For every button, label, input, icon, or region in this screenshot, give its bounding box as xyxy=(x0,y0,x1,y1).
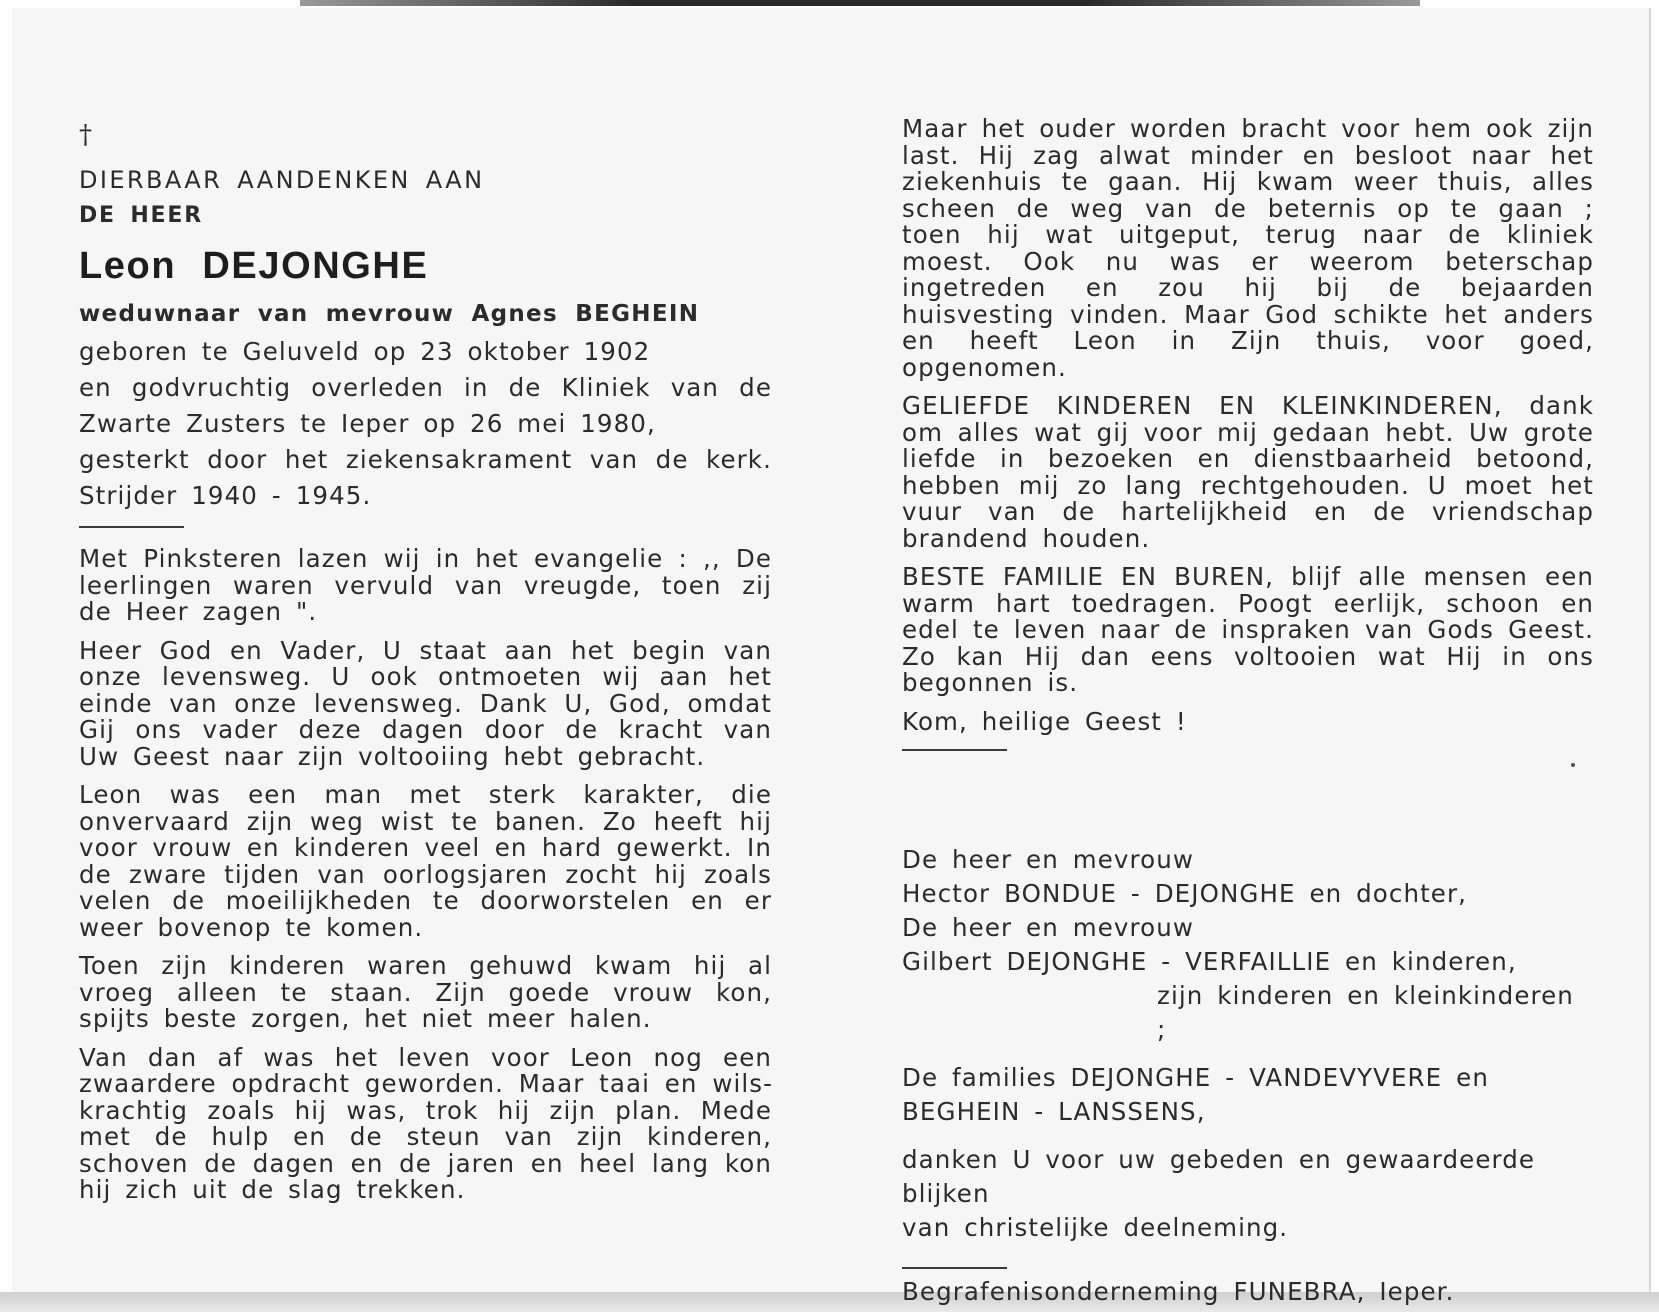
family-line: De heer en mevrouw xyxy=(902,913,1194,942)
undertaker-line: Begrafenisonderneming FUNEBRA, Ieper. xyxy=(902,1277,1455,1306)
speck-mark xyxy=(1571,763,1575,767)
left-column xyxy=(79,120,772,1204)
deceased-name xyxy=(79,238,772,294)
paragraph: GELIEFDE KINDEREN EN KLEINKINDEREN, dank om alles wat gij voor mij gedaan hebt. Uw grote liefde in bezoeken en dienstbaarheid betoond, hebben mij zo lang rechtgehouden. U moet het vuur van de hartelijkheid en de vriendschap brandend houden. xyxy=(902,391,1594,553)
veteran-line: Strijder 1940 - 1945. xyxy=(79,481,372,510)
birth-line: geboren te Geluveld op 23 oktober 1902 xyxy=(79,337,651,366)
thanks-line: danken U voor uw gebeden en gewaardeerde blijken xyxy=(902,1145,1536,1208)
paragraph: Toen zijn kinderen waren gehuwd kwam hij al vroeg alleen te staan. Zijn goede vrouw kon, spijts beste zorgen, het niet meer halen. xyxy=(79,951,772,1033)
first-name: Leon xyxy=(79,245,177,287)
biographical-facts xyxy=(79,334,772,514)
family-line: De heer en mevrouw xyxy=(902,845,1194,874)
divider xyxy=(902,749,1007,751)
cross-icon: † xyxy=(79,120,94,150)
widower-line: weduwnaar van mevrouw Agnes BEGHEIN xyxy=(79,301,700,327)
right-column xyxy=(902,116,1594,1309)
sacrament-line: gesterkt door het ziekensakrament van de kerk. xyxy=(79,445,772,474)
family-line: zijn kinderen en kleinkinderen ; xyxy=(1157,981,1574,1044)
death-line-1: en godvruchtig overleden in de Kliniek van de xyxy=(79,373,772,402)
paragraph: Maar het ouder worden bracht voor hem ook zijn last. Hij zag alwat minder en besloot naar het ziekenhuis te gaan. Hij kwam weer thuis, alles scheen de weg van de beternis op te gaan ; toen hij wat uitgeput, terug naar de kliniek moest. Ook nu was er weerom beterschap ingetreden en zou hij bij de bejaarden huisvesting vinden. Maar God schikte het anders en heeft Leon in Zijn thuis, voor goed, opgenomen. xyxy=(902,114,1594,382)
death-line-2: Zwarte Zusters te Ieper op 26 mei 1980, xyxy=(79,409,656,438)
family-line: BEGHEIN - LANSSENS, xyxy=(902,1097,1206,1126)
family-signatures xyxy=(902,843,1594,1245)
paragraph: Met Pinksteren lazen wij in het evangelie : ,, De leerlingen waren vervuld van vreugde, toen zij de Heer zagen ". xyxy=(79,544,772,626)
prayer-line: Kom, heilige Geest ! xyxy=(902,706,1187,736)
title-line: DE HEER xyxy=(79,203,203,228)
family-line: Gilbert DEJONGHE - VERFAILLIE en kinderen, xyxy=(902,947,1517,976)
top-edge-bar xyxy=(300,0,1420,6)
in-memory-heading: DIERBAAR AANDENKEN AAN xyxy=(79,166,485,194)
paragraph: Van dan af was het leven voor Leon nog een zwaardere opdracht geworden. Maar taai en wilskrachtig zoals hij was, trok hij zijn plan. Mede met de hulp en de steun van zijn kinderen, schoven de dagen en de jaren en heel lang kon hij zich uit de slag trekken. xyxy=(79,1042,772,1204)
family-line: Hector BONDUE - DEJONGHE en dochter, xyxy=(902,879,1468,908)
paragraph: Heer God en Vader, U staat aan het begin van onze levensweg. U ook ontmoeten wij aan het einde van onze levensweg. Dank U, God, omdat Gij ons vader deze dagen door de kracht van Uw Geest naar zijn voltooiing hebt gebracht. xyxy=(79,635,772,771)
last-name: DEJONGHE xyxy=(202,245,429,287)
paragraph: Leon was een man met sterk karakter, die onvervaard zijn weg wist te banen. Zo heeft hij voor vrouw en kinderen veel en hard gewerkt. In de zware tijden van oorlogsjaren zocht hij zoals velen de moeilijkheden te doorworstelen en er weer bovenop te komen. xyxy=(79,780,772,942)
thanks-line: van christelijke deelneming. xyxy=(902,1213,1289,1242)
paragraph: BESTE FAMILIE EN BUREN, blijf alle mensen een warm hart toedragen. Poogt eerlijk, schoon en edel te leven naar de inspraken van Gods Geest. Zo kan Hij dan eens voltooien wat Hij in ons begonnen is. xyxy=(902,562,1594,697)
family-line: De families DEJONGHE - VANDEVYVERE en xyxy=(902,1063,1489,1092)
